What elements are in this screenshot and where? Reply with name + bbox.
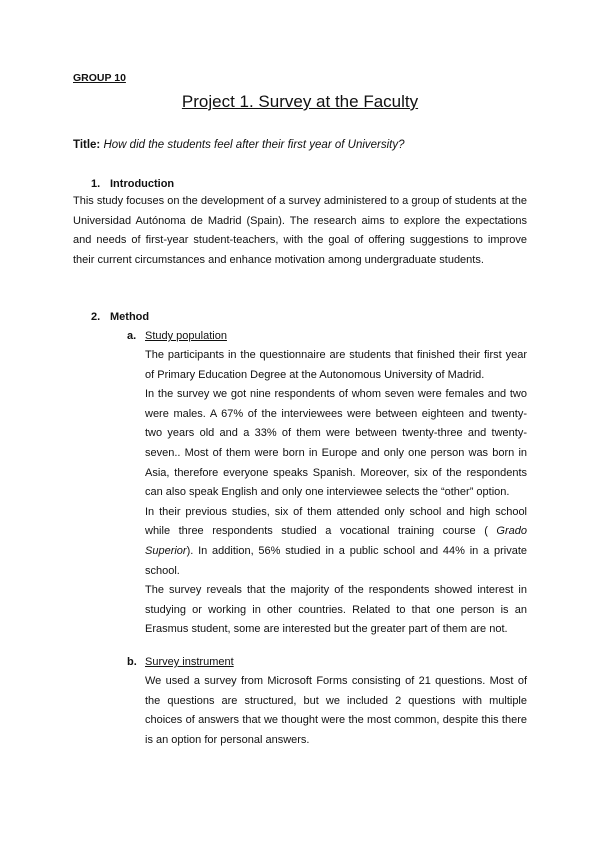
survey-instrument-heading (127, 656, 234, 668)
project-title: Project 1. Survey at the Faculty (181, 92, 419, 111)
paragraph: The participants in the questionnaire are students that finished their first year of Primary Education Degree at the Autonomous University of Madrid. (145, 349, 527, 381)
study-population-body (145, 346, 527, 640)
survey-title-line (73, 139, 405, 151)
subsection-heading: Survey instrument (145, 656, 234, 668)
paragraph: The survey reveals that the majority of the respondents showed interest in studying or working in other countries. Related to that one person is an Erasmus student, some are interested but the greater part of them are not. (145, 584, 527, 636)
paragraph: In the survey we got nine respondents of whom seven were females and two were males. A 67% of the interviewees were between eighteen and twenty-two years old and a 33% of them were between twenty-three and twenty-seven.. Most of them were born in Europe and only one person was born in Asia, therefore everyone speaks Spanish. Moreover, six of the respondents can also speak English and only one interviewee selects the “other” option. (145, 388, 527, 499)
title-text: How did the students feel after their first year of University? (103, 139, 405, 151)
section-heading: Introduction (110, 178, 175, 190)
subsection-letter: a. (127, 330, 137, 342)
text-run: ). In addition, 56% studied in a public school and 44% in a private school. (145, 544, 527, 577)
study-population-heading (127, 330, 227, 342)
subsection-letter: b. (127, 656, 137, 668)
text-run: In their previous studies, six of them attended only school and high school while three respondents studied a vocational training course ( (145, 505, 527, 538)
group-label: GROUP 10 (73, 72, 126, 84)
section-heading: Method (110, 311, 150, 323)
introduction-paragraph: This study focuses on the development of a survey administered to a group of students at the Universidad Autónoma de Madrid (Spain). The research aims to explore the expectations and needs of first-year student-teachers, with the goal of offering suggestions to improve their current circumstances and enhance motivation among undergraduate students. (73, 195, 527, 266)
survey-instrument-paragraph: We used a survey from Microsoft Forms consisting of 21 questions. Most of the questions are structured, but we included 2 questions with multiple choices of answers that we thought were the most common, despite this there is an option for personal answers. (145, 675, 527, 746)
introduction-heading (91, 178, 174, 190)
section-number: 1. (91, 178, 101, 190)
title-label: Title: (73, 139, 101, 151)
italic-term: Grado Superior (145, 525, 527, 557)
paragraph (145, 503, 527, 581)
subsection-heading: Study population (145, 330, 227, 342)
method-heading (91, 311, 149, 323)
section-number: 2. (91, 311, 101, 323)
